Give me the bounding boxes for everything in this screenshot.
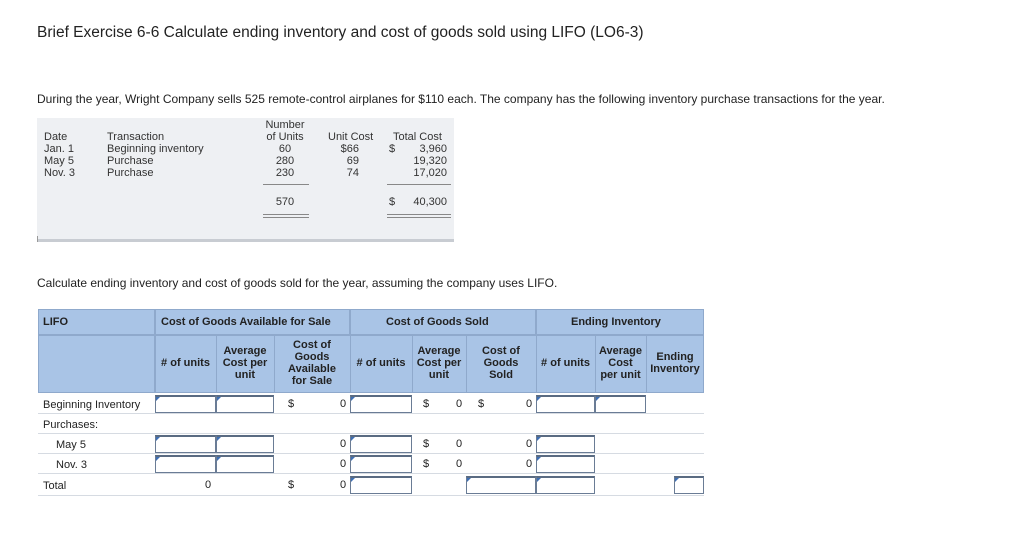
beginning-cogas-dollar: $ [288,398,295,410]
row-transaction: Purchase [107,155,154,167]
total-units: 570 [275,196,295,208]
row-label-may5: May 5 [56,439,86,451]
row-units: 280 [275,155,295,167]
row-label-beginning: Beginning Inventory [43,399,141,411]
beginning-cogs-value: 0 [526,398,533,410]
total-sold-units-input[interactable] [350,476,412,494]
row-label-purchases: Purchases: [43,419,99,431]
col-sold-avg-l1: Average [417,345,461,357]
may5-units-input[interactable] [155,435,216,453]
row-divider [38,495,704,496]
nov3-units-input[interactable] [155,455,216,473]
row-total-cost: 17,020 [413,167,447,179]
beginning-end-avg-input[interactable] [595,395,646,413]
row-date: May 5 [44,155,74,167]
col-cogas-l4: for Sale [291,375,333,387]
row-unit-cost: 69 [346,155,359,167]
col-end-inv-l1: Ending [656,351,694,363]
row-transaction: Beginning inventory [107,143,204,155]
may5-sold-units-input[interactable] [350,435,412,453]
beginning-sold-avg-dollar: $ [423,398,430,410]
row-unit-cost: $66 [340,143,359,155]
row-units: 230 [275,167,295,179]
lifo-label: LIFO [43,316,69,328]
row-divider [38,473,704,474]
may5-sold-avg-value: 0 [456,438,463,450]
nov3-sold-avg-dollar: $ [423,458,430,470]
beginning-end-units-input[interactable] [536,395,595,413]
col-cogas-l3: Available [288,363,336,375]
nov3-sold-avg-value: 0 [456,458,463,470]
units-subtotal-line [263,184,309,185]
nov3-cogs-value: 0 [526,458,533,470]
row-date: Jan. 1 [44,143,74,155]
group-ending-label: Ending Inventory [571,316,661,328]
subheader-band-corner [38,335,155,393]
row-date: Nov. 3 [44,167,75,179]
may5-cogas-value: 0 [340,438,347,450]
header-total-cost: Total Cost [393,131,442,143]
total-cogas-dollar: $ [288,479,295,491]
may5-avg-cost-input[interactable] [216,435,274,453]
panel-corner-mark [37,236,43,242]
col-end-inv-l2: Inventory [650,363,700,375]
header-date: Date [44,131,68,143]
col-cogs-l3: Sold [489,369,513,381]
row-units: 60 [278,143,292,155]
beginning-units-input[interactable] [155,395,216,413]
units-total-line-1 [263,214,309,215]
nov3-end-units-input[interactable] [536,455,595,473]
nov3-sold-units-input[interactable] [350,455,412,473]
col-end-avg-l2: Cost [608,357,633,369]
total-end-units-input[interactable] [536,476,595,494]
nov3-cogas-value: 0 [340,458,347,470]
row-label-total: Total [43,480,67,492]
cost-total-line-2 [387,217,451,218]
col-sold-avg-l3: unit [428,369,450,381]
col-sold-units: # of units [356,357,406,369]
cost-subtotal-line [387,184,451,185]
group-available-label: Cost of Goods Available for Sale [161,316,331,328]
group-sold-label: Cost of Goods Sold [386,316,489,328]
units-total-line-2 [263,217,309,218]
col-avg-cost-l1: Average [223,345,267,357]
total-units-value: 0 [205,479,212,491]
total-dollar: $ [389,196,396,208]
lifo-worksheet [38,309,704,497]
row-divider [38,413,704,414]
row-total-cost: 3,960 [419,143,447,155]
row-label-nov3: Nov. 3 [56,459,87,471]
total-cogs-input[interactable] [466,476,536,494]
beginning-avg-cost-input[interactable] [216,395,274,413]
col-cogas-l2: Goods [294,351,330,363]
col-end-avg-l1: Average [598,345,642,357]
row-divider [38,433,704,434]
col-end-units: # of units [541,357,590,369]
instruction-text: Calculate ending inventory and cost of goods sold for the year, assuming the company uses LIFO. [37,276,558,290]
row-divider [38,453,704,454]
total-cogas-value: 0 [340,479,347,491]
header-transaction: Transaction [107,131,165,143]
beginning-cogs-dollar: $ [478,398,485,410]
col-cogs-l1: Cost of [482,345,520,357]
col-avg-cost-l2: Cost per [222,357,268,369]
cost-total-line-1 [387,214,451,215]
beginning-cogas-value: 0 [340,398,347,410]
header-unit-cost: Unit Cost [328,131,374,143]
row-transaction: Purchase [107,167,154,179]
may5-end-units-input[interactable] [536,435,595,453]
problem-intro: During the year, Wright Company sells 525 remote-control airplanes for $110 each. The company has the following inventory purchase transactions for the year. [37,92,885,106]
header-units-line2: of Units [266,131,304,143]
nov3-avg-cost-input[interactable] [216,455,274,473]
col-avg-cost-l3: unit [234,369,256,381]
total-ending-inventory-input[interactable] [674,476,704,494]
purchases-table [37,118,454,242]
header-units-line1: Number [265,119,305,131]
page-title: Brief Exercise 6-6 Calculate ending inventory and cost of goods sold using LIFO (LO6-3) [37,24,644,41]
col-cogas-l1: Cost of [293,339,331,351]
col-sold-avg-l2: Cost per [416,357,462,369]
may5-sold-avg-dollar: $ [423,438,430,450]
beginning-sold-units-input[interactable] [350,395,412,413]
total-cost: 40,300 [413,196,447,208]
col-cogs-l2: Goods [483,357,519,369]
may5-cogs-value: 0 [526,438,533,450]
beginning-sold-avg-value: 0 [456,398,463,410]
col-units: # of units [161,357,210,369]
row-total-cost: 19,320 [413,155,447,167]
row-unit-cost: 74 [346,167,359,179]
row-dollar: $ [389,143,396,155]
col-end-avg-l3: per unit [600,369,641,381]
